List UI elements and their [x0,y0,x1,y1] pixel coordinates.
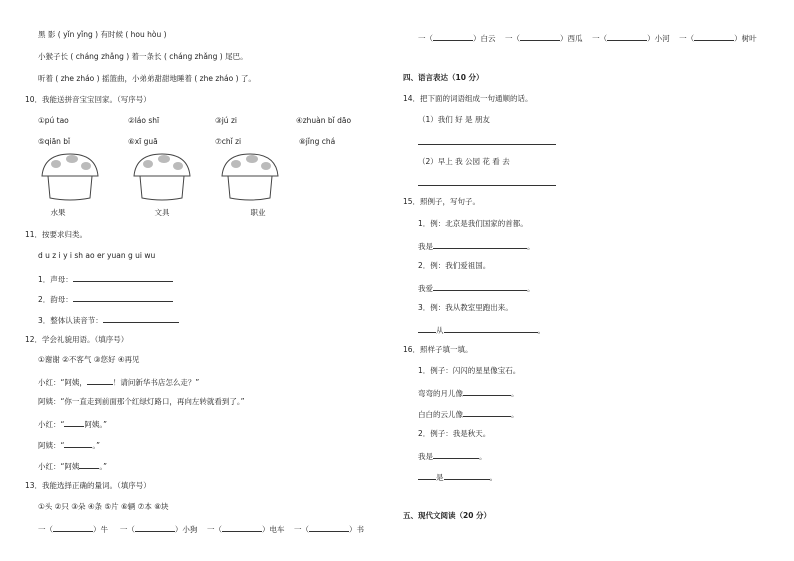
q12-line-4: 阿姨：“ 。” [38,441,101,450]
answer-blank[interactable] [433,32,473,41]
q10-item: ①pú tao [38,116,69,125]
q10-item: ②láo shī [128,116,160,125]
q10-item: ③jú zi [215,116,237,125]
q15-title: 15．照例子，写句子。 [403,197,481,206]
q14-title: 14．把下面的词语组成一句通顺的话。 [403,94,533,103]
q16-title: 16．照样子填一填。 [403,345,473,354]
q11-row-3: 3．整体认读音节： [38,314,179,326]
q16-answer-1: 弯弯的月儿像 。 [418,389,519,398]
q12-options: ①谢谢 ②不客气 ③您好 ④再见 [38,355,140,364]
q12-line-3: 小红：“ 阿姨。” [38,420,108,429]
q13-row-2: 一（ ）白云 一（ ）西瓜 一（ ）小河 一（ ）树叶 [418,34,757,43]
answer-blank[interactable] [87,376,113,385]
q15-example-2: 2．例：我们爱祖国。 [418,261,491,270]
q16-example-2: 2．例子：我是秋天。 [418,429,491,438]
answer-blank[interactable] [79,460,99,469]
answer-blank[interactable] [444,471,490,480]
answer-blank[interactable] [463,408,511,417]
q16-answer-4: 是 。 [418,471,497,483]
answer-blank[interactable] [418,324,436,333]
answer-line[interactable] [418,144,556,145]
q10-title: 10．我能送拼音宝宝回家。（写序号） [25,95,151,104]
answer-blank[interactable] [309,523,349,532]
answer-blank[interactable] [607,32,647,41]
q11-title: 11．按要求归类。 [25,230,88,239]
section-5-title: 五、现代文阅读（20 分） [403,511,492,520]
q15-answer-3: 从 。 [418,324,545,336]
answer-blank[interactable] [694,32,734,41]
q12-line-5: 小红：“阿姨 。” [38,462,108,471]
pinyin-line-3: 听着 ( zhe zháo ) 摇篮曲，小弟弟甜甜地睡着 ( zhe zháo ) 了。 [38,74,256,83]
answer-line[interactable] [418,185,556,186]
house-label: 文具 [154,208,170,217]
q16-answer-3: 我是 。 [418,452,487,461]
mushroom-house-stationery [130,152,194,204]
q13-options: ①头 ②只 ③朵 ④条 ⑤片 ⑥辆 ⑦本 ⑧块 [38,502,169,511]
q16-example-1: 1．例子：闪闪的星星像宝石。 [418,366,521,375]
q13-row-1: 一（ ）牛 一（ ）小狗 一（ ）电车 一（ ）书 [38,525,365,534]
answer-blank[interactable] [433,240,527,249]
mushroom-house-job [218,152,282,204]
q15-answer-1: 我是 。 [418,242,535,251]
answer-blank[interactable] [73,293,173,302]
answer-blank[interactable] [222,523,262,532]
pinyin-line-2: 小猴子长 ( cháng zhǎng ) 着一条长 ( cháng zhǎng ) 尾巴。 [38,52,248,61]
q10-item: ⑧jǐng chá [299,137,336,146]
q11-row-1: 1．声母： [38,273,173,285]
answer-blank[interactable] [520,32,560,41]
q10-item: ⑤qiān bǐ [38,137,71,146]
answer-blank[interactable] [418,471,436,480]
q14-row-2: （2）早上 我 公园 花 看 去 [418,157,510,166]
q14-row-1: （1）我们 好 是 朋友 [418,115,490,124]
mushroom-house-fruit [38,152,102,204]
answer-blank[interactable] [103,314,179,323]
q10-item: ⑥xī guā [128,137,158,146]
q15-example-1: 1．例：北京是我们国家的首都。 [418,219,528,228]
answer-blank[interactable] [64,418,84,427]
answer-blank[interactable] [73,273,173,282]
house-label: 水果 [50,208,66,217]
q12-line-2: 阿姨：“你一直走到前面那个红绿灯路口，再向左转就看到了。” [38,397,245,406]
answer-blank[interactable] [135,523,175,532]
q10-item: ⑦chǐ zi [215,137,242,146]
answer-blank[interactable] [433,282,527,291]
pinyin-line-1: 黑 影 ( yǐn yǐng ) 有时候 ( hou hòu ) [38,30,167,39]
answer-blank[interactable] [53,523,93,532]
answer-blank[interactable] [64,439,92,448]
house-label: 职业 [250,208,266,217]
q11-row-2: 2．韵母： [38,293,173,305]
q15-example-3: 3．例：我从教室里跑出来。 [418,303,513,312]
q10-item: ④zhuàn bǐ dāo [296,116,352,125]
answer-blank[interactable] [463,387,511,396]
q12-line-1: 小红：“阿姨， ！请问新华书店怎么走？” [38,378,200,387]
answer-blank[interactable] [444,324,538,333]
q13-title: 13．我能选择正确的量词。（填序号） [25,481,151,490]
q11-letters: d u z i y i sh ao er yuan g ui wu [38,251,156,260]
q15-answer-2: 我爱 。 [418,284,535,293]
section-4-title: 四、语言表达（10 分） [403,73,484,82]
q16-answer-2: 白白的云儿像 。 [418,410,519,419]
answer-blank[interactable] [433,450,479,459]
q12-title: 12．学会礼貌用语。（填序号） [25,335,129,344]
